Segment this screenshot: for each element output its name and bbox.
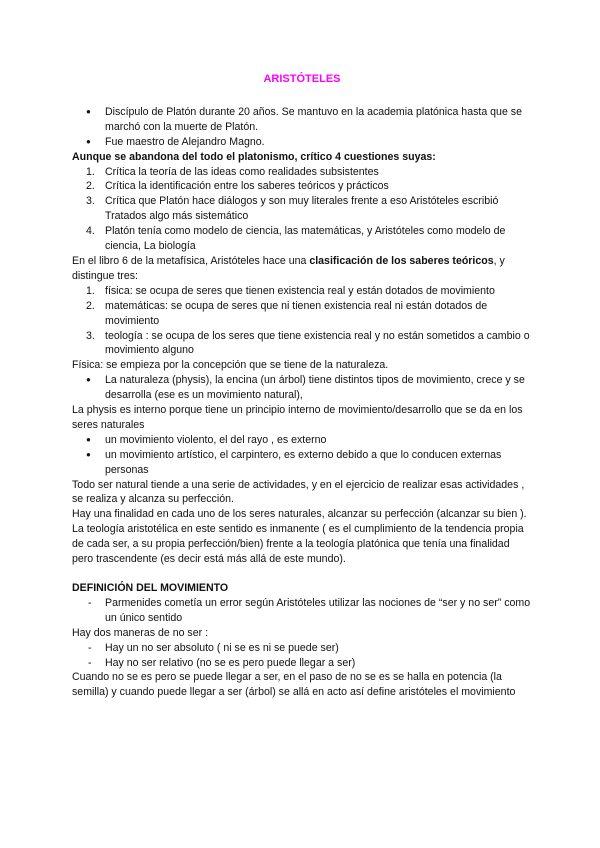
- list-item: [72, 194, 532, 224]
- list-text: Crítica la identificación entre los saberes teóricos y prácticos: [105, 180, 389, 193]
- physis-paragraph: La physis es interno porque tiene un principio interno de movimiento/desarrollo que se da en los seres naturales: [72, 404, 523, 431]
- list-item: [72, 596, 532, 626]
- list-text: matemáticas: se ocupa de seres que ni tienen existencia real ni están dotados de movimiento: [105, 299, 488, 327]
- list-item: ● La naturaleza (physis), la encina (un árbol) tiene distintos tipos de movimiento, crece y se desarrolla (ese es un movimiento natural),: [72, 373, 532, 403]
- list-item: [72, 224, 532, 254]
- list-item: ● un movimiento artístico, el carpintero, es externo debido a que lo conducen externas personas: [72, 448, 532, 478]
- list-text: teología : se ocupa de los seres que tiene existencia real y no están sometidos a cambio o movimiento alguno: [105, 329, 530, 357]
- list-item: [72, 641, 532, 656]
- metaphysics-intro: [72, 254, 532, 284]
- list-text: física: se ocupa de seres que tienen existencia real y están dotados de movimiento: [105, 284, 495, 297]
- section-gap: [72, 567, 532, 581]
- list-item: ● Fue maestro de Alejandro Magno.: [72, 135, 532, 150]
- dash-marker: -: [88, 641, 92, 654]
- document-page: [72, 72, 532, 700]
- list-text: Crítica la teoría de las ideas como realidades subsistentes: [105, 165, 379, 178]
- list-number: 1.: [86, 165, 95, 178]
- list-item: [72, 179, 532, 194]
- activities-paragraph: Todo ser natural tiende a una serie de actividades, y en el ejercicio de realizar esas actividades , se realiza y alcanza su perfección.: [72, 478, 525, 506]
- list-number: 4.: [86, 225, 95, 238]
- metaphysics-intro-start: En el libro 6 de la metafísica, Aristóteles hace una: [72, 254, 310, 267]
- metaphysics-intro-end: , y distingue tres:: [72, 254, 505, 282]
- list-number: 2.: [86, 180, 95, 193]
- list-number: 1.: [86, 284, 95, 297]
- movement-bullet-list: [72, 433, 532, 478]
- page-title: ARISTÓTELES: [263, 73, 341, 85]
- list-item: [72, 656, 532, 671]
- critique-list: [72, 165, 532, 254]
- list-number: 2.: [86, 299, 95, 312]
- list-text: Platón tenía como modelo de ciencia, las matemáticas, y Aristóteles como modelo de ciencia, La biología: [105, 225, 506, 253]
- parmenides-list: [72, 596, 532, 626]
- list-number: 3.: [86, 195, 95, 208]
- definition-heading: DEFINICIÓN DEL MOVIMIENTO: [72, 582, 229, 594]
- list-item: ● un movimiento violento, el del rayo , es externo: [72, 433, 532, 448]
- sciences-list: [72, 284, 532, 359]
- physics-bullet-list: [72, 373, 532, 403]
- metaphysics-intro-bold: clasificación de los saberes teóricos: [309, 254, 494, 267]
- dash-marker: -: [88, 596, 92, 609]
- non-being-list: [72, 641, 532, 671]
- closing-paragraph: Cuando no se es pero se puede llegar a ser, en el paso de no se es se halla en potencia (la semilla) y cuando puede llegar a ser (árbol) se allá en acto así define aristóteles el movimiento: [72, 671, 516, 699]
- list-text: Parmenides cometía un error según Aristóteles utilizar las nociones de “ser y no ser” como un único sentido: [105, 596, 531, 624]
- critique-heading: Aunque se abandona del todo el platonismo, crítico 4 cuestiones suyas:: [72, 150, 436, 163]
- list-item: ● Discípulo de Platón durante 20 años. Se mantuvo en la academia platónica hasta que se marchó con la muerte de Platón.: [72, 105, 532, 135]
- list-item: [72, 299, 532, 329]
- list-item: [72, 165, 532, 180]
- list-item: [72, 329, 532, 359]
- dash-marker: -: [88, 656, 92, 669]
- list-text: Crítica que Platón hace diálogos y son muy literales frente a eso Aristóteles escribió Tratados algo más sistemático: [105, 195, 499, 223]
- list-text: Hay no ser relativo (no se es pero puede llegar a ser): [105, 656, 356, 669]
- finality-paragraph: Hay una finalidad en cada uno de los seres naturales, alcanzar su perfección (alcanzar su bien ). La teología aristotélica en este sentido es inmanente ( es el cumplimiento de la tendencia propia de cada ser, a su propia perfección/bien) frente a la teología platónica que tenía una finalidad pero trascendente (es decir está más allá de este mundo).: [72, 508, 527, 566]
- physics-line: Física: se empieza por la concepción que se tiene de la naturaleza.: [72, 359, 389, 372]
- two-ways-line: Hay dos maneras de no ser :: [72, 626, 209, 639]
- list-text: Hay un no ser absoluto ( ni se es ni se puede ser): [105, 641, 339, 654]
- list-item: [72, 284, 532, 299]
- list-number: 3.: [86, 329, 95, 342]
- intro-bullet-list: [72, 105, 532, 150]
